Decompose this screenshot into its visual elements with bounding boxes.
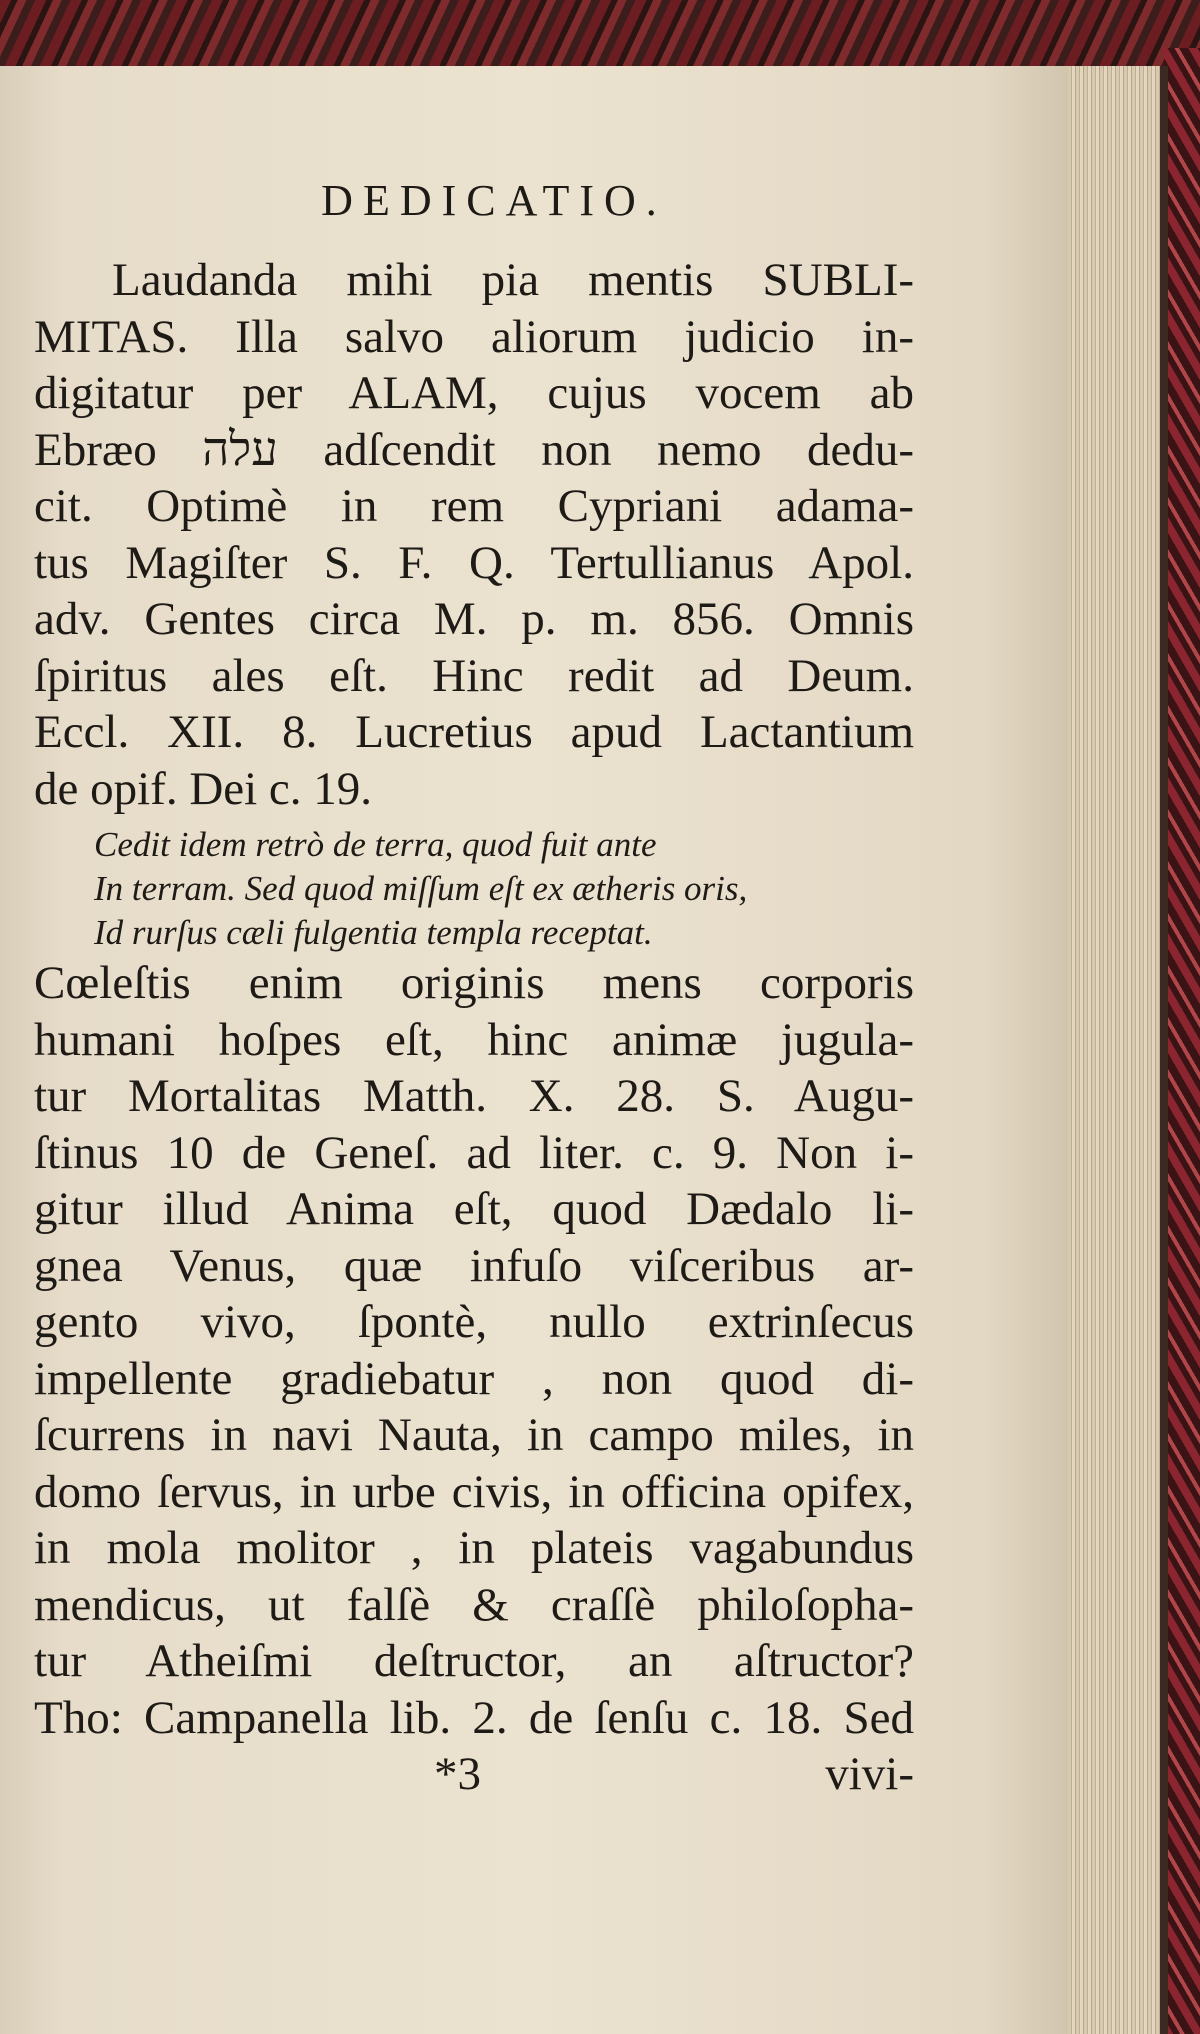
- text-line: ſtinus 10 de Geneſ. ad liter. c. 9. Non i-: [34, 1126, 914, 1179]
- text-line: digitatur per ALAM, cujus vocem ab: [34, 367, 914, 419]
- text-line: tur Mortalitas Matth. X. 28. S. Augu-: [34, 1070, 914, 1122]
- text-line: Ebræo עלה adſcendit non nemo dedu-: [34, 423, 914, 476]
- text-line: adv. Gentes circa M. p. m. 856. Omnis: [34, 593, 914, 645]
- text-line: de opif. Dei c. 19.: [34, 762, 373, 815]
- running-head: DEDICATIO.: [321, 176, 667, 225]
- text-line: ſcurrens in navi Nauta, in campo miles, in: [34, 1409, 914, 1461]
- text-line: gitur illud Anima eſt, quod Dædalo li-: [34, 1183, 914, 1235]
- text-line: tus Magiſter S. F. Q. Tertullianus Apol.: [34, 536, 914, 589]
- text-line: cit. Optimè in rem Cypriani adama-: [34, 480, 914, 532]
- text-line: domo ſervus, in urbe civis, in officina opifex,: [34, 1465, 914, 1518]
- text-line: MITAS. Illa salvo aliorum judicio in-: [34, 310, 914, 363]
- page-edge-shadow: [1160, 66, 1168, 2034]
- text-line: in mola molitor , in plateis vagabundus: [34, 1522, 914, 1574]
- verse-line: Cedit idem retrò de terra, quod fuit ante: [94, 825, 657, 864]
- signature-mark: *3: [434, 1748, 481, 1800]
- text-line: impellente gradiebatur , non quod di-: [34, 1352, 914, 1405]
- page-text: [34, 158, 914, 1803]
- page-edges: [1068, 66, 1164, 2034]
- catchword: vivi-: [825, 1748, 914, 1800]
- text-line: humani hoſpes eſt, hinc animæ jugula-: [34, 1013, 914, 1066]
- page-footer: [34, 1746, 914, 1803]
- text-line: Laudanda mihi pia mentis SUBLI-: [112, 254, 914, 306]
- text-line: ſpiritus ales eſt. Hinc redit ad Deum.: [34, 649, 914, 702]
- verse-line: Id rurſus cæli fulgentia templa receptat.: [94, 913, 653, 952]
- verse-line: In terram. Sed quod miſſum eſt ex ætheris oris,: [94, 869, 748, 908]
- text-line: tur Atheiſmi deſtructor, an aſtructor?: [34, 1635, 914, 1687]
- text-line: mendicus, ut falſè & craſſè philoſopha-: [34, 1578, 914, 1631]
- text-line: Cœleſtis enim originis mens corporis: [34, 957, 914, 1009]
- text-line: Eccl. XII. 8. Lucretius apud Lactantium: [34, 706, 914, 758]
- text-line: gnea Venus, quæ infuſo viſceribus ar-: [34, 1239, 914, 1292]
- text-line: Tho: Campanella lib. 2. de ſenſu c. 18. Sed: [34, 1691, 914, 1744]
- text-line: gento vivo, ſpontè, nullo extrinſecus: [34, 1296, 914, 1348]
- binding-right-edge: [1164, 48, 1200, 2034]
